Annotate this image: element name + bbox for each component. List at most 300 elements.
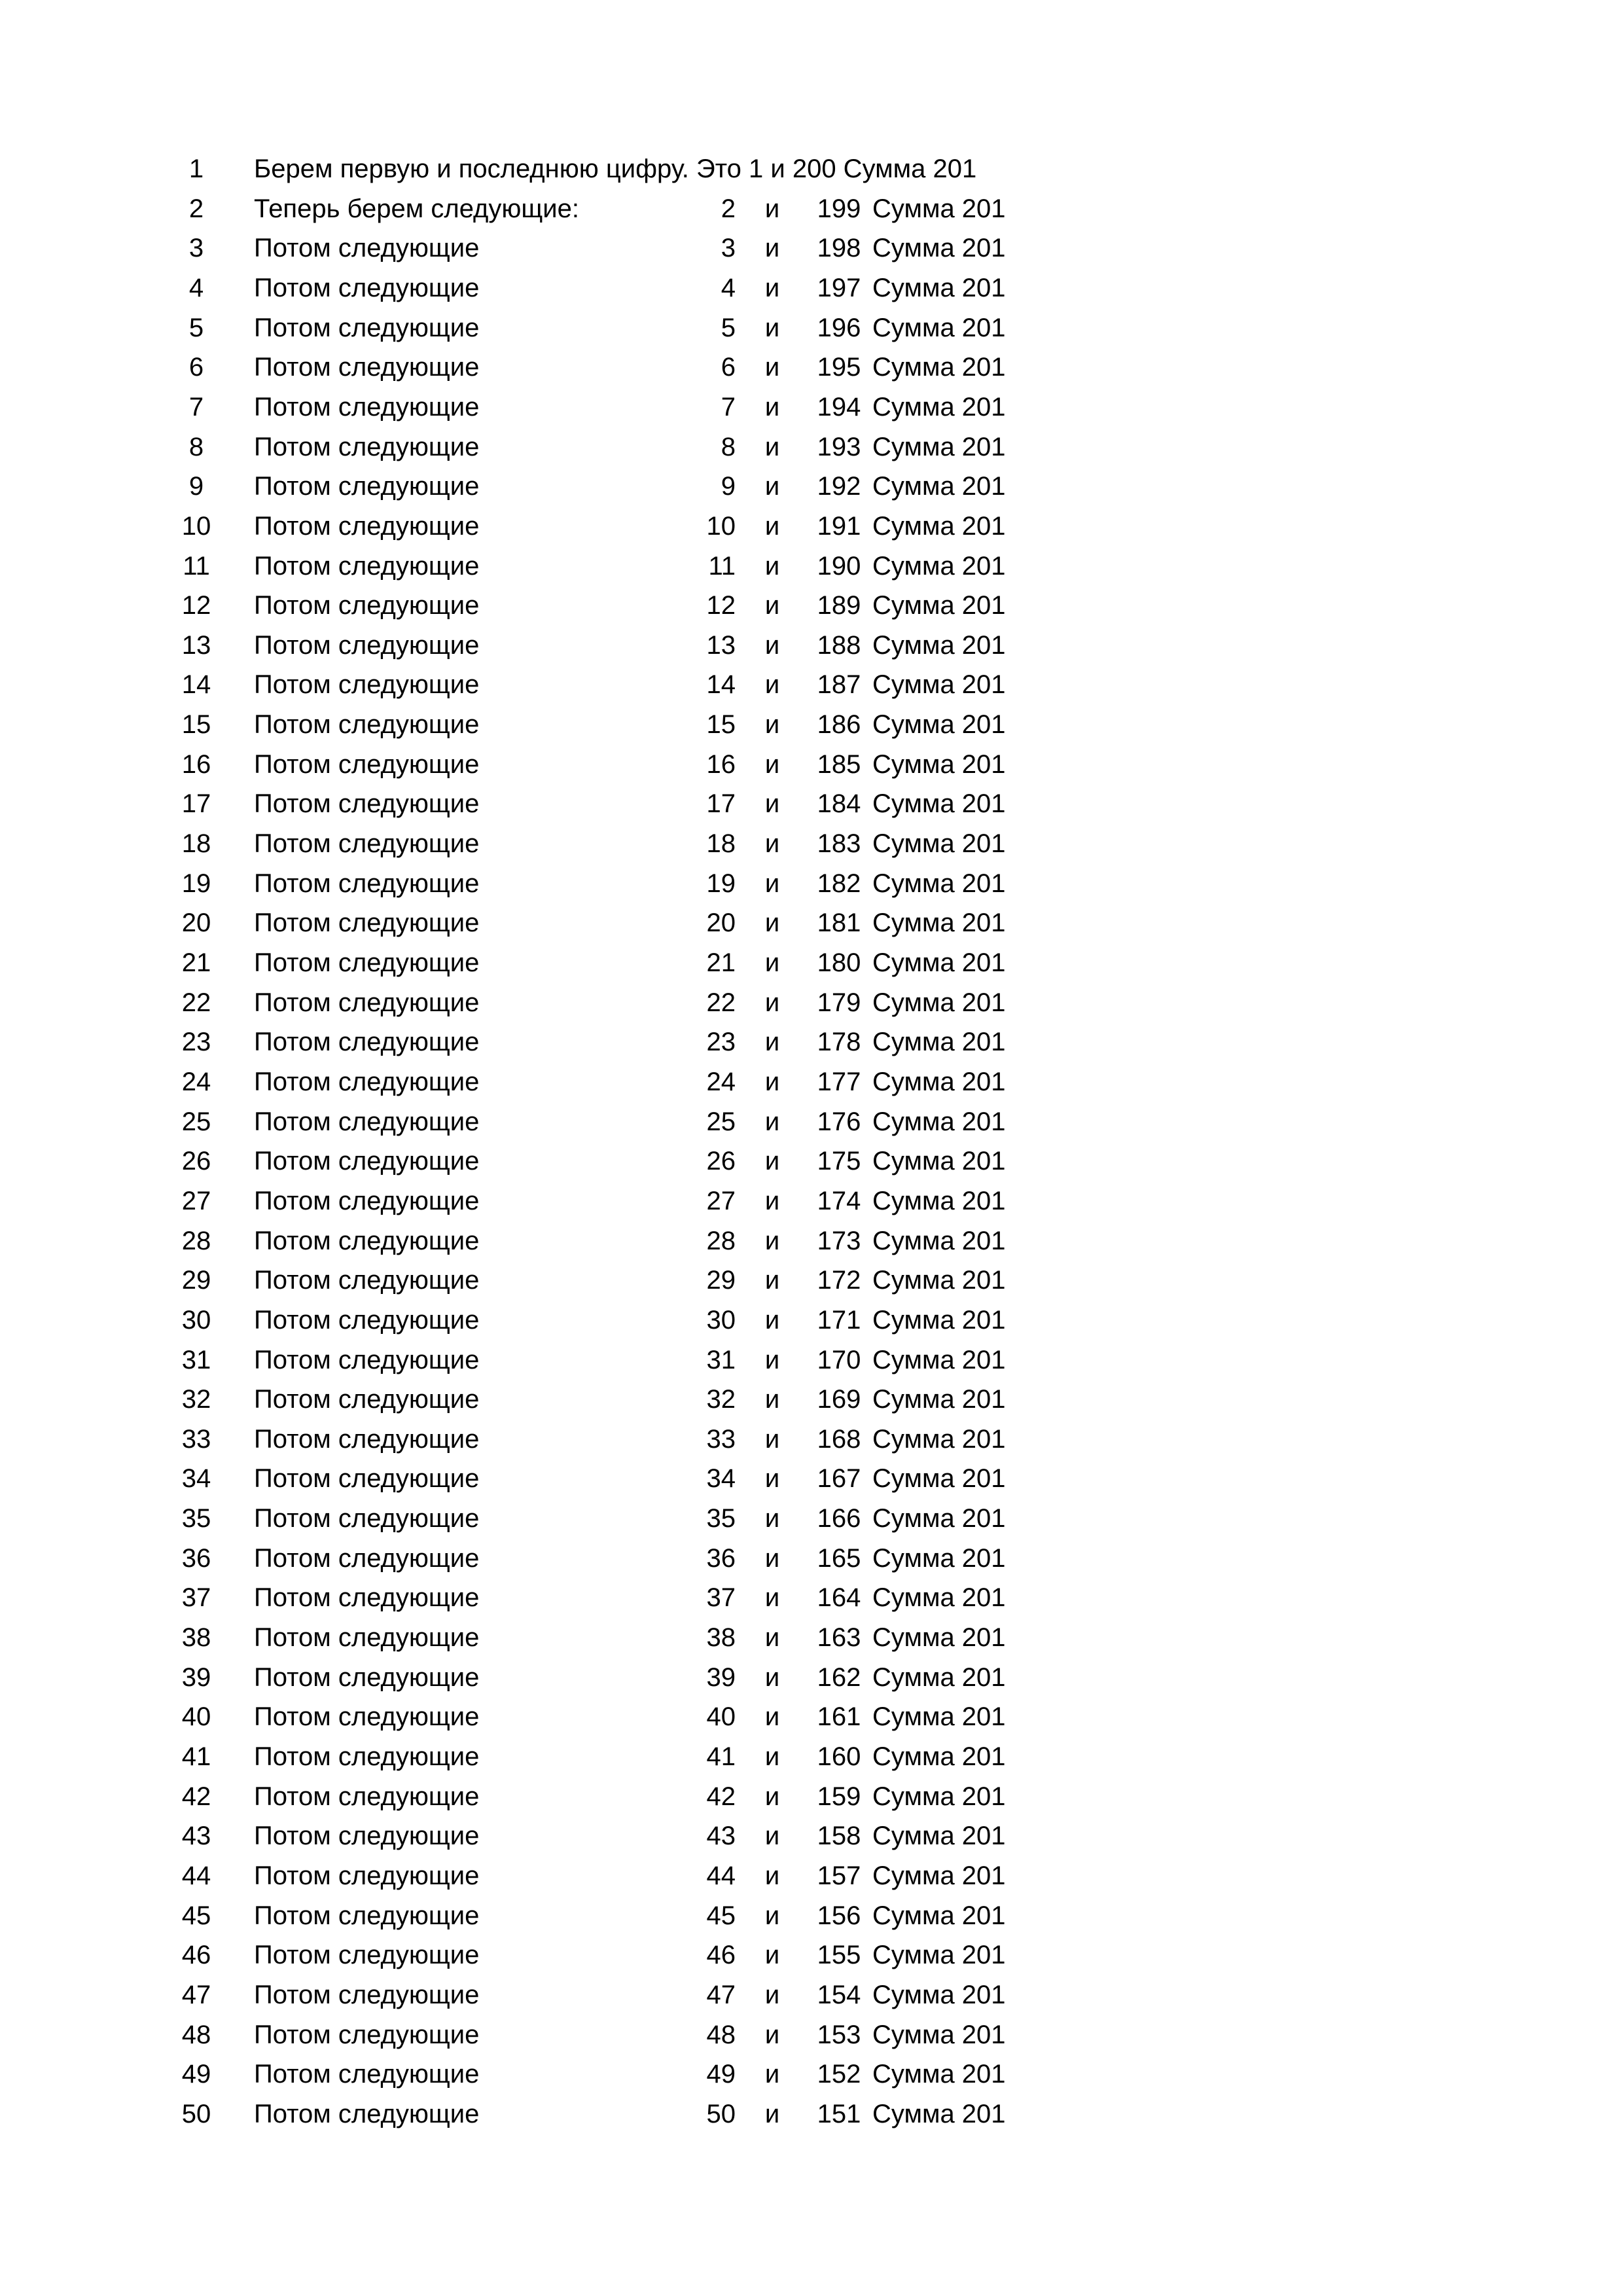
row-number: 31 [181, 1345, 211, 1374]
second-number: 161 [817, 1702, 861, 1732]
table-row [0, 745, 1623, 785]
row-number: 44 [181, 1861, 211, 1890]
conjunction: и [764, 1345, 780, 1374]
row-number: 29 [181, 1266, 211, 1295]
conjunction: и [764, 1107, 780, 1136]
row-number: 1 [188, 154, 204, 183]
conjunction: и [764, 1543, 780, 1573]
second-number: 158 [817, 1821, 861, 1851]
row-description: Потом следующие [254, 2020, 480, 2049]
first-number: 20 [706, 908, 736, 938]
second-number: 176 [817, 1107, 861, 1136]
row-number: 36 [181, 1543, 211, 1573]
conjunction: и [764, 829, 780, 859]
second-number: 156 [817, 1901, 861, 1930]
row-description: Потом следующие [254, 1385, 480, 1414]
row-number: 39 [181, 1662, 211, 1692]
sum-label: Сумма 201 [872, 1147, 1006, 1176]
table-row [0, 903, 1623, 943]
table-row [0, 467, 1623, 507]
table-row [0, 1261, 1623, 1300]
conjunction: и [764, 1583, 780, 1613]
table-row [0, 2054, 1623, 2094]
sum-label: Сумма 201 [872, 1424, 1006, 1454]
table-row [0, 2015, 1623, 2055]
table-row [0, 1141, 1623, 1181]
sum-label: Сумма 201 [872, 1067, 1006, 1096]
row-description: Потом следующие [254, 353, 480, 382]
conjunction: и [764, 789, 780, 819]
sum-label: Сумма 201 [872, 1662, 1006, 1692]
conjunction: и [764, 1861, 780, 1890]
conjunction: и [764, 511, 780, 541]
row-number: 26 [181, 1147, 211, 1176]
sum-label: Сумма 201 [872, 1623, 1006, 1653]
sum-label: Сумма 201 [872, 432, 1006, 461]
conjunction: и [764, 273, 780, 302]
conjunction: и [764, 988, 780, 1017]
row-number: 46 [181, 1941, 211, 1970]
row-description: Теперь берем следующие: [254, 194, 580, 223]
first-number: 28 [706, 1226, 736, 1255]
conjunction: и [764, 194, 780, 223]
row-number: 50 [181, 2099, 211, 2128]
second-number: 159 [817, 1782, 861, 1811]
first-number: 50 [706, 2099, 736, 2128]
conjunction: и [764, 1028, 780, 1057]
first-number: 5 [721, 313, 736, 342]
table-row [0, 1022, 1623, 1062]
row-number: 9 [188, 472, 204, 501]
sum-label: Сумма 201 [872, 2060, 1006, 2089]
row-description: Потом следующие [254, 1424, 480, 1454]
second-number: 163 [817, 1623, 861, 1653]
row-number: 13 [181, 630, 211, 660]
sum-label: Сумма 201 [872, 1028, 1006, 1057]
first-number: 37 [706, 1583, 736, 1613]
row-number: 23 [181, 1028, 211, 1057]
second-number: 174 [817, 1186, 861, 1215]
conjunction: и [764, 670, 780, 700]
first-number: 2 [721, 194, 736, 223]
row-number: 11 [183, 551, 210, 581]
second-number: 155 [817, 1941, 861, 1970]
conjunction: и [764, 432, 780, 461]
sum-label: Сумма 201 [872, 1107, 1006, 1136]
conjunction: и [764, 313, 780, 342]
first-number: 17 [706, 789, 736, 819]
sum-label: Сумма 201 [872, 194, 1006, 223]
sum-label: Сумма 201 [872, 1980, 1006, 2009]
sum-label: Сумма 201 [872, 472, 1006, 501]
conjunction: и [764, 749, 780, 779]
conjunction: и [764, 392, 780, 422]
row-number: 22 [181, 988, 211, 1017]
first-number: 21 [706, 948, 736, 977]
table-row [0, 228, 1623, 268]
first-number: 45 [706, 1901, 736, 1930]
second-number: 188 [817, 630, 861, 660]
conjunction: и [764, 1424, 780, 1454]
sum-label: Сумма 201 [872, 1702, 1006, 1732]
row-description: Потом следующие [254, 1504, 480, 1534]
sum-label: Сумма 201 [872, 353, 1006, 382]
second-number: 164 [817, 1583, 861, 1613]
second-number: 153 [817, 2020, 861, 2049]
table-row [0, 943, 1623, 983]
sum-label: Сумма 201 [872, 670, 1006, 700]
row-description: Потом следующие [254, 1901, 480, 1930]
table-row [0, 189, 1623, 229]
conjunction: и [764, 869, 780, 898]
row-number: 17 [181, 789, 211, 819]
row-description: Потом следующие [254, 313, 480, 342]
conjunction: и [764, 1186, 780, 1215]
table-row [0, 1499, 1623, 1539]
second-number: 185 [817, 749, 861, 779]
row-description: Потом следующие [254, 1226, 480, 1255]
row-number: 16 [181, 749, 211, 779]
sum-label: Сумма 201 [872, 1782, 1006, 1811]
row-number: 41 [181, 1742, 211, 1771]
conjunction: и [764, 2060, 780, 2089]
sum-label: Сумма 201 [872, 1583, 1006, 1613]
row-number: 34 [181, 1464, 211, 1494]
row-description: Потом следующие [254, 511, 480, 541]
first-number: 44 [706, 1861, 736, 1890]
row-number: 40 [181, 1702, 211, 1732]
second-number: 180 [817, 948, 861, 977]
table-row [0, 1221, 1623, 1261]
first-number: 46 [706, 1941, 736, 1970]
row-number: 18 [181, 829, 211, 859]
conjunction: и [764, 353, 780, 382]
row-number: 19 [181, 869, 211, 898]
table-row [0, 626, 1623, 666]
second-number: 178 [817, 1028, 861, 1057]
sum-label: Сумма 201 [872, 749, 1006, 779]
row-number: 30 [181, 1305, 211, 1335]
second-number: 192 [817, 472, 861, 501]
first-number: 15 [706, 710, 736, 740]
row-description: Потом следующие [254, 2060, 480, 2089]
row-description: Потом следующие [254, 591, 480, 620]
row-description: Потом следующие [254, 392, 480, 422]
table-row [0, 586, 1623, 626]
sum-label: Сумма 201 [872, 948, 1006, 977]
first-number: 42 [706, 1782, 736, 1811]
row-number: 49 [181, 2060, 211, 2089]
row-number: 21 [181, 948, 211, 977]
row-number: 20 [181, 908, 211, 938]
second-number: 173 [817, 1226, 861, 1255]
table-row [0, 1578, 1623, 1618]
sum-label: Сумма 201 [872, 789, 1006, 819]
sum-label: Сумма 201 [872, 1266, 1006, 1295]
table-row [0, 705, 1623, 745]
first-number: 9 [721, 472, 736, 501]
first-number: 7 [721, 392, 736, 422]
second-number: 171 [817, 1305, 861, 1335]
table-row [0, 665, 1623, 705]
conjunction: и [764, 1266, 780, 1295]
sum-label: Сумма 201 [872, 829, 1006, 859]
second-number: 179 [817, 988, 861, 1017]
table-row [0, 507, 1623, 547]
row-description: Берем первую и последнюю цифру. Это 1 и 200 Сумма 201 [254, 154, 977, 183]
row-description: Потом следующие [254, 948, 480, 977]
second-number: 187 [817, 670, 861, 700]
sum-label: Сумма 201 [872, 908, 1006, 938]
table-row [0, 1340, 1623, 1380]
second-number: 182 [817, 869, 861, 898]
conjunction: и [764, 591, 780, 620]
row-description: Потом следующие [254, 1464, 480, 1494]
row-description: Потом следующие [254, 1782, 480, 1811]
sum-label: Сумма 201 [872, 1504, 1006, 1534]
table-row [0, 2094, 1623, 2134]
first-number: 25 [706, 1107, 736, 1136]
row-number: 45 [181, 1901, 211, 1930]
conjunction: и [764, 908, 780, 938]
table-row [0, 1975, 1623, 2015]
first-number: 30 [706, 1305, 736, 1335]
row-description: Потом следующие [254, 432, 480, 461]
second-number: 172 [817, 1266, 861, 1295]
table-row [0, 1658, 1623, 1698]
row-number: 5 [188, 313, 204, 342]
first-number: 36 [706, 1543, 736, 1573]
first-number: 27 [706, 1186, 736, 1215]
first-number: 6 [721, 353, 736, 382]
sum-label: Сумма 201 [872, 2099, 1006, 2128]
sum-label: Сумма 201 [872, 2020, 1006, 2049]
sum-label: Сумма 201 [872, 1385, 1006, 1414]
first-number: 35 [706, 1504, 736, 1534]
row-description: Потом следующие [254, 1543, 480, 1573]
row-description: Потом следующие [254, 1861, 480, 1890]
table-row [0, 1420, 1623, 1460]
first-number: 33 [706, 1424, 736, 1454]
first-number: 8 [721, 432, 736, 461]
first-number: 26 [706, 1147, 736, 1176]
row-number: 48 [181, 2020, 211, 2049]
sum-label: Сумма 201 [872, 392, 1006, 422]
second-number: 175 [817, 1147, 861, 1176]
table-row [0, 1816, 1623, 1856]
row-number: 32 [181, 1385, 211, 1414]
first-number: 10 [706, 511, 736, 541]
second-number: 186 [817, 710, 861, 740]
row-number: 15 [181, 710, 211, 740]
first-number: 31 [706, 1345, 736, 1374]
row-number: 8 [188, 432, 204, 461]
row-number: 42 [181, 1782, 211, 1811]
conjunction: и [764, 1147, 780, 1176]
row-number: 12 [181, 591, 211, 620]
table-row [0, 784, 1623, 824]
sum-label: Сумма 201 [872, 1464, 1006, 1494]
row-description: Потом следующие [254, 1742, 480, 1771]
conjunction: и [764, 1623, 780, 1653]
sum-label: Сумма 201 [872, 1543, 1006, 1573]
sum-label: Сумма 201 [872, 551, 1006, 581]
row-description: Потом следующие [254, 1821, 480, 1851]
table-row [0, 824, 1623, 864]
first-number: 34 [706, 1464, 736, 1494]
first-number: 16 [706, 749, 736, 779]
conjunction: и [764, 551, 780, 581]
first-number: 49 [706, 2060, 736, 2089]
sum-label: Сумма 201 [872, 234, 1006, 263]
first-number: 14 [706, 670, 736, 700]
row-description: Потом следующие [254, 1623, 480, 1653]
first-number: 13 [706, 630, 736, 660]
first-number: 24 [706, 1067, 736, 1096]
row-number: 4 [188, 273, 204, 302]
row-description: Потом следующие [254, 551, 480, 581]
table-row [0, 983, 1623, 1023]
row-description: Потом следующие [254, 1147, 480, 1176]
row-number: 2 [188, 194, 204, 223]
second-number: 184 [817, 789, 861, 819]
row-number: 27 [181, 1186, 211, 1215]
first-number: 12 [706, 591, 736, 620]
second-number: 165 [817, 1543, 861, 1573]
first-number: 11 [708, 551, 736, 581]
sum-label: Сумма 201 [872, 1901, 1006, 1930]
table-row [0, 1697, 1623, 1737]
conjunction: и [764, 1702, 780, 1732]
table-row [0, 1737, 1623, 1777]
second-number: 193 [817, 432, 861, 461]
row-description: Потом следующие [254, 988, 480, 1017]
sum-label: Сумма 201 [872, 988, 1006, 1017]
row-number: 35 [181, 1504, 211, 1534]
row-description: Потом следующие [254, 1583, 480, 1613]
table-row [0, 1777, 1623, 1817]
conjunction: и [764, 1742, 780, 1771]
row-description: Потом следующие [254, 829, 480, 859]
conjunction: и [764, 948, 780, 977]
row-description: Потом следующие [254, 1186, 480, 1215]
table-row [0, 1300, 1623, 1340]
second-number: 197 [817, 273, 861, 302]
sum-label: Сумма 201 [872, 511, 1006, 541]
sum-label: Сумма 201 [872, 1305, 1006, 1335]
first-number: 43 [706, 1821, 736, 1851]
second-number: 154 [817, 1980, 861, 2009]
first-number: 32 [706, 1385, 736, 1414]
conjunction: и [764, 1067, 780, 1096]
row-description: Потом следующие [254, 789, 480, 819]
second-number: 181 [817, 908, 861, 938]
row-description: Потом следующие [254, 472, 480, 501]
sum-label: Сумма 201 [872, 869, 1006, 898]
first-number: 18 [706, 829, 736, 859]
second-number: 190 [817, 551, 861, 581]
conjunction: и [764, 1980, 780, 2009]
sum-label: Сумма 201 [872, 710, 1006, 740]
second-number: 195 [817, 353, 861, 382]
table-row [0, 1618, 1623, 1658]
first-number: 19 [706, 869, 736, 898]
sum-label: Сумма 201 [872, 1345, 1006, 1374]
conjunction: и [764, 1821, 780, 1851]
row-description: Потом следующие [254, 670, 480, 700]
conjunction: и [764, 1901, 780, 1930]
table-row [0, 427, 1623, 467]
row-description: Потом следующие [254, 2099, 480, 2128]
conjunction: и [764, 1226, 780, 1255]
second-number: 166 [817, 1504, 861, 1534]
second-number: 170 [817, 1345, 861, 1374]
row-number: 33 [181, 1424, 211, 1454]
first-number: 3 [721, 234, 736, 263]
sum-label: Сумма 201 [872, 591, 1006, 620]
second-number: 151 [817, 2099, 861, 2128]
first-number: 4 [721, 273, 736, 302]
row-number: 28 [181, 1226, 211, 1255]
sum-label: Сумма 201 [872, 1226, 1006, 1255]
conjunction: и [764, 1385, 780, 1414]
first-number: 29 [706, 1266, 736, 1295]
row-description: Потом следующие [254, 869, 480, 898]
row-number: 38 [181, 1623, 211, 1653]
row-description: Потом следующие [254, 1980, 480, 2009]
second-number: 162 [817, 1662, 861, 1692]
table-row [0, 1380, 1623, 1420]
row-description: Потом следующие [254, 1662, 480, 1692]
first-number: 40 [706, 1702, 736, 1732]
row-description: Потом следующие [254, 1305, 480, 1335]
row-number: 25 [181, 1107, 211, 1136]
second-number: 168 [817, 1424, 861, 1454]
row-number: 24 [181, 1067, 211, 1096]
row-number: 14 [181, 670, 211, 700]
conjunction: и [764, 1504, 780, 1534]
conjunction: и [764, 2099, 780, 2128]
row-description: Потом следующие [254, 1107, 480, 1136]
row-description: Потом следующие [254, 1702, 480, 1732]
second-number: 169 [817, 1385, 861, 1414]
second-number: 191 [817, 511, 861, 541]
second-number: 157 [817, 1861, 861, 1890]
table-row [0, 1459, 1623, 1499]
row-description: Потом следующие [254, 273, 480, 302]
second-number: 196 [817, 313, 861, 342]
table-row [0, 348, 1623, 387]
second-number: 183 [817, 829, 861, 859]
conjunction: и [764, 1782, 780, 1811]
table-row [0, 547, 1623, 586]
second-number: 177 [817, 1067, 861, 1096]
row-number: 10 [181, 511, 211, 541]
conjunction: и [764, 234, 780, 263]
first-number: 39 [706, 1662, 736, 1692]
row-description: Потом следующие [254, 1345, 480, 1374]
first-number: 38 [706, 1623, 736, 1653]
row-description: Потом следующие [254, 710, 480, 740]
row-description: Потом следующие [254, 1941, 480, 1970]
row-description: Потом следующие [254, 1028, 480, 1057]
row-number: 47 [181, 1980, 211, 2009]
second-number: 189 [817, 591, 861, 620]
table-row [0, 387, 1623, 427]
first-number: 47 [706, 1980, 736, 2009]
table-row [0, 268, 1623, 308]
row-number: 3 [188, 234, 204, 263]
